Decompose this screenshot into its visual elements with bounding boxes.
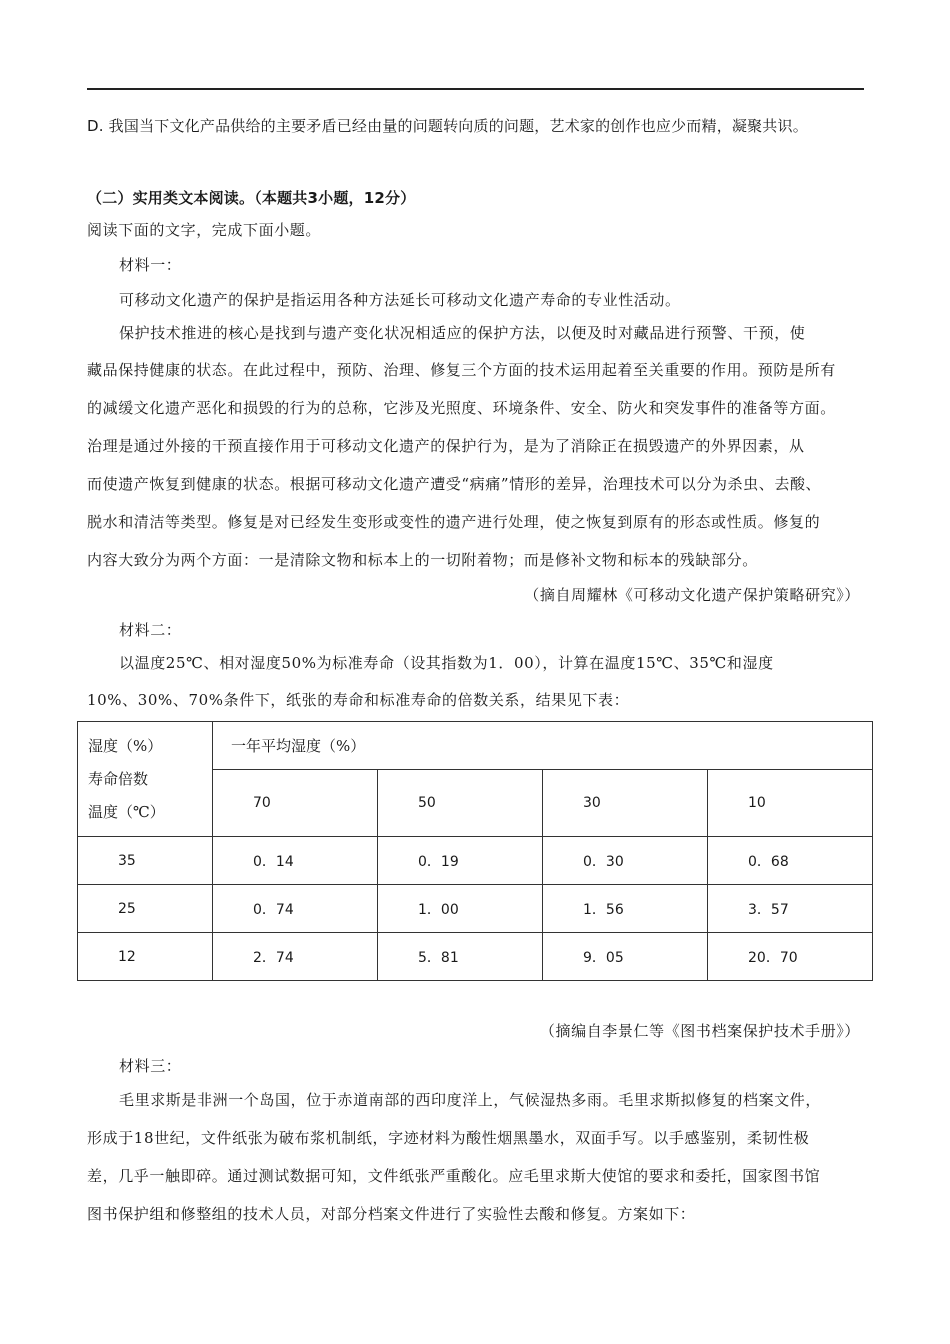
- humidity-header: 70: [213, 770, 378, 837]
- material1-p2-line: 脱水和清洁等类型。修复是对已经发生变形或变性的遗产进行处理，使之恢复到原有的形态或性质。修复的: [87, 513, 821, 531]
- material2-label: 材料二：: [119, 621, 182, 639]
- humidity-header: 10: [708, 770, 873, 837]
- corner-humidity-label: 湿度（%）: [88, 737, 163, 755]
- material1-p2-line: 的减缓文化遗产恶化和损毁的行为的总称，它涉及光照度、环境条件、安全、防火和突发事件的准备等方面。: [87, 399, 836, 417]
- material3-line: 毛里求斯是非洲一个岛国，位于赤道南部的西印度洋上，气候湿热多雨。毛里求斯拟修复的档案文件，: [119, 1091, 822, 1109]
- value-cell: 1．56: [543, 885, 708, 933]
- table-corner-header: [78, 722, 213, 837]
- material1-source: （摘自周耀林《可移动文化遗产保护策略研究》）: [524, 586, 860, 604]
- material3-line: 图书保护组和修整组的技术人员，对部分档案文件进行了实验性去酸和修复。方案如下：: [87, 1205, 696, 1223]
- material1-p2-line: 治理是通过外接的干预直接作用于可移动文化遗产的保护行为，是为了消除正在损毁遗产的外界因素，从: [87, 437, 805, 455]
- humidity-header: 30: [543, 770, 708, 837]
- value-cell: 5．81: [378, 933, 543, 981]
- value-cell: 1．00: [378, 885, 543, 933]
- instruction: 阅读下面的文字，完成下面小题。: [87, 221, 322, 239]
- value-cell: 0．14: [213, 837, 378, 885]
- corner-life-label: 寿命倍数: [88, 770, 149, 788]
- value-cell: 3．57: [708, 885, 873, 933]
- value-cell: 0．74: [213, 885, 378, 933]
- paper-life-table: [77, 721, 873, 981]
- material1-p2-line: 藏品保持健康的状态。在此过程中，预防、治理、修复三个方面的技术运用起着至关重要的作用。预防是所有: [87, 361, 836, 379]
- material1-p2-line: 内容大致分为两个方面：一是清除文物和标本上的一切附着物；而是修补文物和标本的残缺部分。: [87, 551, 758, 569]
- value-cell: 2．74: [213, 933, 378, 981]
- temperature-cell: 12: [78, 933, 213, 981]
- value-cell: 0．68: [708, 837, 873, 885]
- material1-label: 材料一：: [119, 256, 182, 274]
- material1-paragraph1: 可移动文化遗产的保护是指运用各种方法延长可移动文化遗产寿命的专业性活动。: [119, 291, 681, 309]
- material3-line: 形成于18世纪，文件纸张为破布浆机制纸，字迹材料为酸性烟黑墨水，双面手写。以手感鉴别，柔韧性极: [87, 1129, 810, 1147]
- material2-source: （摘编自李景仁等《图书档案保护技术手册》）: [539, 1022, 860, 1040]
- material1-p2-line: 而使遗产恢复到健康的状态。根据可移动文化遗产遭受“病痛”情形的差异，治理技术可以分为杀虫、去酸、: [87, 475, 822, 493]
- humidity-header: 50: [378, 770, 543, 837]
- option-d: D. 我国当下文化产品供给的主要矛盾已经由量的问题转向质的问题，艺术家的创作也应少而精，凝聚共识。: [87, 117, 808, 135]
- material3-label: 材料三：: [119, 1057, 182, 1075]
- value-cell: 0．30: [543, 837, 708, 885]
- temperature-cell: 35: [78, 837, 213, 885]
- section-title: （二）实用类文本阅读。（本题共3小题，12分）: [87, 189, 416, 207]
- header-rule: [87, 88, 864, 90]
- material3-line: 差，几乎一触即碎。通过测试数据可知，文件纸张严重酸化。应毛里求斯大使馆的要求和委托，国家图书馆: [87, 1167, 821, 1185]
- material1-p2-line: 保护技术推进的核心是找到与遗产变化状况相适应的保护方法，以便及时对藏品进行预警、干预，使: [119, 324, 806, 342]
- material2-intro-line: 10%、30%、70%条件下，纸张的寿命和标准寿命的倍数关系，结果见下表：: [87, 691, 630, 709]
- temperature-cell: 25: [78, 885, 213, 933]
- value-cell: 0．19: [378, 837, 543, 885]
- table-group-header: 一年平均湿度（%）: [213, 722, 873, 770]
- table-row: [78, 885, 873, 933]
- material2-intro-line: 以温度25℃、相对湿度50%为标准寿命（设其指数为1．00），计算在温度15℃、35℃和湿度: [119, 654, 774, 672]
- corner-temperature-label: 温度（℃）: [88, 803, 165, 821]
- value-cell: 9．05: [543, 933, 708, 981]
- value-cell: 20．70: [708, 933, 873, 981]
- table-row: [78, 837, 873, 885]
- table-row: [78, 933, 873, 981]
